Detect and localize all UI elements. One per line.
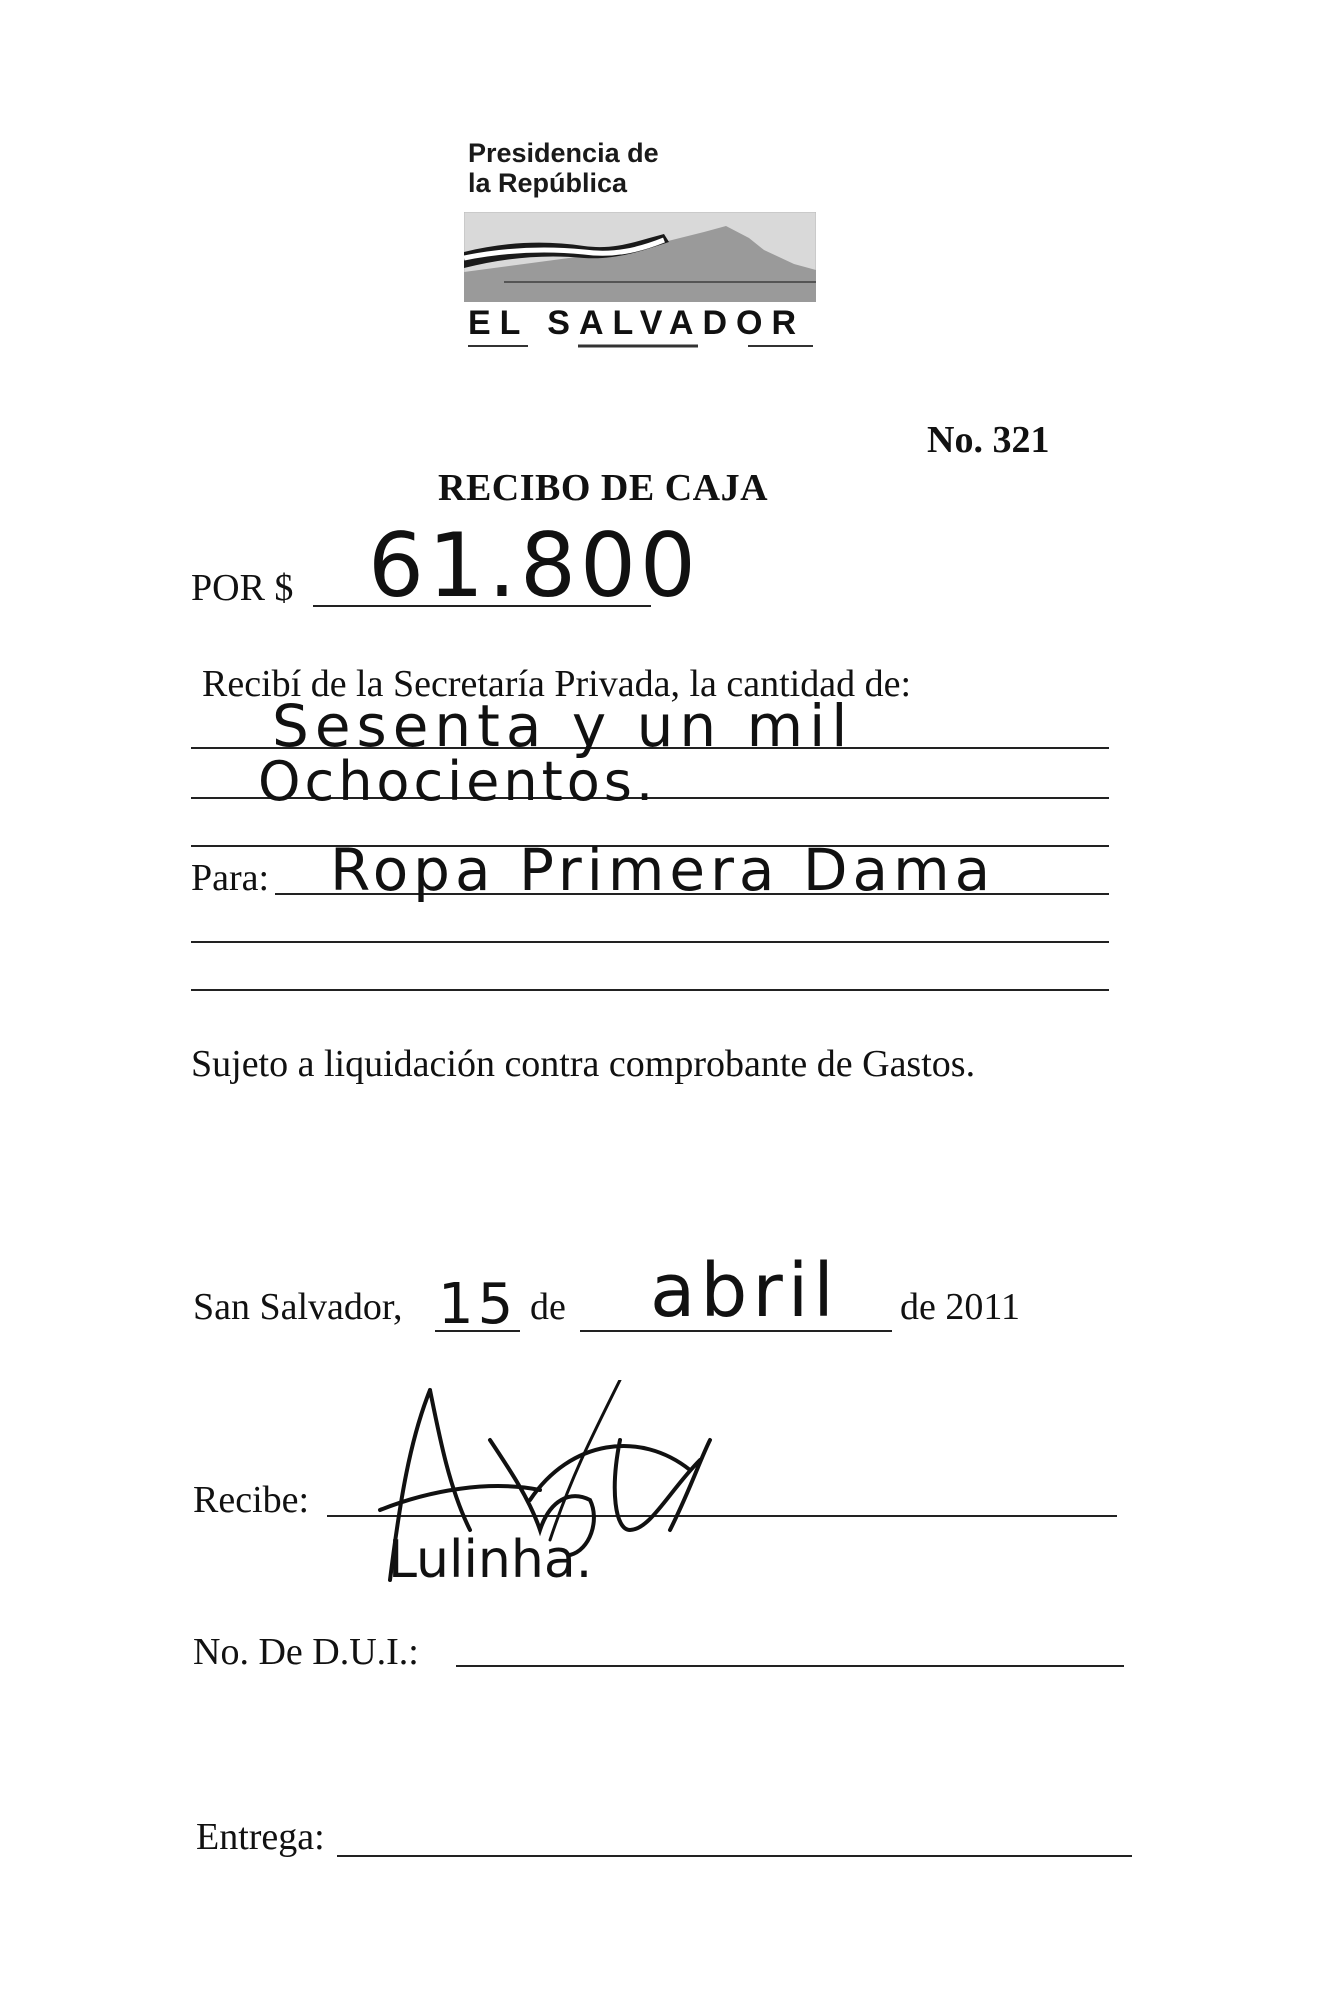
- entrega-line: [337, 1855, 1132, 1857]
- de-label: de: [530, 1286, 566, 1328]
- extra-line-3: [191, 989, 1109, 991]
- presidency-logo: [468, 138, 818, 342]
- dui-label: No. De D.U.I.:: [193, 1631, 419, 1673]
- recibe-label: Recibe:: [193, 1479, 310, 1521]
- entrega-label: Entrega:: [196, 1816, 325, 1858]
- settlement-note: Sujeto a liquidación contra comprobante de Gastos.: [191, 1043, 976, 1085]
- purpose-handwritten: Ropa Primera Dama: [330, 836, 996, 904]
- day-handwritten: 15: [438, 1272, 518, 1337]
- logo-underline-decoration: [468, 343, 813, 349]
- extra-line-2: [191, 941, 1109, 943]
- place-label: San Salvador,: [193, 1286, 403, 1328]
- dui-line: [456, 1665, 1124, 1667]
- signature-name-handwritten: Lulinha.: [388, 1530, 593, 1590]
- amount-words-handwritten-1: Sesenta y un mil: [272, 692, 854, 760]
- year-label: de 2011: [900, 1286, 1020, 1328]
- received-from-label: Recibí de la Secretaría Privada, la cantidad de:: [202, 663, 912, 705]
- receipt-title: RECIBO DE CAJA: [438, 467, 769, 509]
- logo-country: EL SALVADOR: [468, 304, 806, 342]
- amount-label: POR $: [191, 567, 294, 609]
- amount-handwritten: 61.800: [368, 514, 700, 617]
- receipt-number: No. 321: [927, 419, 1050, 461]
- amount-words-handwritten-2: Ochocientos.: [258, 750, 658, 813]
- flag-mountain-emblem: [464, 212, 816, 302]
- logo-line-2: la República: [468, 168, 628, 198]
- purpose-label: Para:: [191, 857, 270, 899]
- logo-line-1: Presidencia de: [468, 138, 659, 168]
- month-handwritten: abril: [650, 1248, 839, 1334]
